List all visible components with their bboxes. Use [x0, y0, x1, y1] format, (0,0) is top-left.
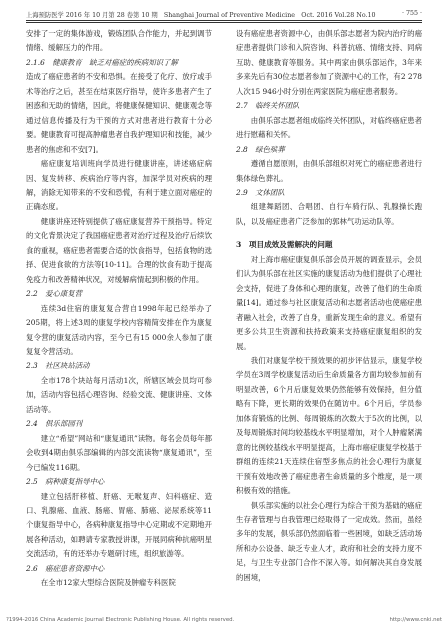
- paragraph: 健康讲座还特别提供了癌症康复营养干预指导。特定的文化背景决定了我国癌症患者对治疗过程及治疗后续饮食的重视，癌症患者需要合适的饮食指导，包括食物的选择、促进食欲的方法等[10-11]。合理的饮食有助于提高免疫力和改善精神状况，对缓解病情起到积极的作用。: [26, 216, 212, 284]
- paragraph: 遵循自愿原则，由俱乐部组织对死亡的癌症患者进行集体绿色葬礼。: [236, 159, 422, 183]
- paragraph: 俱乐部实施的以社会心理行为综合干预为基础的癌症生存者管理与自我管理已经取得了一定成效。然而，虽经多年的发展，俱乐部仍然面临着一些困境，如缺乏活动场所和办公设备、缺乏专业人才，政府和社会的支持力度不足，与卫生专业部门合作不深入等。如何解决其自身发展的困境，: [236, 500, 422, 582]
- section-heading: 3 项目成效及需解决的问题: [236, 240, 333, 250]
- footer-url: http://www.cnki.net: [389, 617, 442, 623]
- paragraph: 建立“希望”网站和“康复通讯”读物。每名会员每年都会收到4期由俱乐部编辑的内部交流读物“康复通讯”，至今已编发116期。: [26, 433, 212, 472]
- right-column: [236, 27, 422, 585]
- subsection-heading: 2.3 社区块站活动: [26, 361, 90, 371]
- paragraph: 全市178个块站每月活动1次，所辖区域会员均可参加，活动内容包括心理咨询、经验交流、健康讲座、文体活动等。: [26, 375, 212, 414]
- subsection-heading: 2.1.6 健康教育 缺乏对癌症的疾病知识了解: [26, 57, 178, 67]
- paragraph: 连续3d住宿的康复复合营自1998年起已经举办了205期，将上述3周的康复学校内容精简安排在作为康复复令营的康复活动内容，至今已有15 000余人参加了康复复令营活动。: [26, 303, 212, 356]
- paragraph: 安排了一定的集体游戏，锻炼团队合作能力，并起到调节情绪、缓解压力的作用。: [26, 29, 212, 53]
- subsection-heading: 2.6 癌症患者资源中心: [26, 563, 105, 573]
- header-rule-top: [26, 20, 422, 21]
- subsection-heading: 2.7 临终关怀团队: [236, 101, 300, 111]
- paragraph: 造成了癌症患者的不安和恐惧。在接受了化疗、放疗或手术等治疗之后，甚至在结束医疗指导，使许多患者产生了困惑和无助的情绪，因此，将健康保健知识、健康观念等通过信息传播及行为干预的方式对患者进行教育十分必要。健康教育可提高肿瘤患者自我护理知识和技能，减少患者的焦虑和不安[7]。: [26, 72, 212, 154]
- paragraph: 建立包括肝移植、肝癌、无喉复声、妇科癌症、造口、乳腺癌、血液、肠癌、胃癌、肺癌、泌尿系统等11个康复指导中心，各病种康复指导中心定期或不定期地开展各种活动，如聘请专家教授讲课，开展同病种抗癌明星交流活动，有的还举办专题研讨班，组织旅游等。: [26, 491, 212, 559]
- subsection-heading: 2.2 爱心康复营: [26, 289, 83, 299]
- header-rule-bottom: [26, 22, 422, 23]
- paragraph: 癌症康复培训班向学员进行健康讲座，讲述癌症病因、复发转移、疾病治疗等内容，加深学员对疾病的理解，消除无知带来的不安和恐慌，有利于建立面对癌症的正确态度。: [26, 159, 212, 212]
- left-column: [26, 27, 212, 591]
- running-header: [26, 8, 422, 20]
- paragraph: 对上海市癌症康复俱乐部会员开展的调查显示，会员们认为俱乐部在社区实施的康复活动为他们提供了心理社会支持，促进了身体和心理的康复，改善了他们的生命质量[14]。通过参与社区康复活动和志愿者活动也使癌症患者融入社会，改善了自身，重新发现生命的意义。希望有更多公共卫生资源和扶持政策来支持癌症康复组织的发展。: [236, 254, 422, 351]
- subsection-heading: 2.8 绿色殡葬: [236, 144, 285, 154]
- subsection-heading: 2.9 文体团队: [236, 187, 285, 197]
- spacer: [236, 229, 422, 238]
- header-page-number: · 755 ·: [401, 10, 422, 17]
- paragraph: 在全市12家大型综合医院及肿瘤专科医院: [40, 578, 176, 588]
- header-journal-info: 上海预防医学 2016 年 10 月第 28 卷第 10 期 Shanghai Journal of Preventive Medicine Oct. 2016 Vol.28 No.10: [26, 12, 376, 19]
- paragraph: 我们对康复学校干预效果的初步评估显示，康复学校学员在3周学校康复活动后生命质量各方面均较参加前有明显改善，6个月后康复效果仍然能够有效保持，但分值略有下降，更长期的效果仍在随访中。6个月后，学员参加体育锻炼的比例、每周锻炼的次数大于5次的比例，以及每周锻炼时间均较基线水平明显增加，对个人肿瘤紧满意的比例较基线水平明显提高，上海市癌症康复学校基于群组的连续21天连续住宿型多焦点的社会心理行为康复干预有效地改善了癌症患者生命质量的多个维度，是一项积极有效的措施。: [236, 355, 422, 496]
- paragraph: 由俱乐部志愿者组成临终关怀团队，对临终癌症患者进行慰藉和关怀。: [236, 115, 422, 140]
- subsection-heading: 2.4 俱乐部园刊: [26, 419, 83, 429]
- paragraph: 设有癌症患者资源中心，由俱乐部志愿者为院内治疗的癌症患者提供门诊和入院咨询、科普抗癌、情绪支持、同病互助、健康教育等服务。其中两家由俱乐部运作，3年来多来先后有30位志愿者参加了资源中心的工作，有2 278人次15 946小时分别在两家医院为癌症患者服务。: [236, 29, 422, 96]
- footer-copyright: ?1994-2016 China Academic Journal Electronic Publishing House. All rights reserved.: [6, 617, 235, 623]
- subsection-heading: 2.5 病种康复指导中心: [26, 477, 105, 487]
- paragraph: 组建舞蹈团、合唱团、自行车骑行队、乳腺操长跑队，以及癌症患者广泛参加的郭林气功运动队等。: [236, 202, 422, 226]
